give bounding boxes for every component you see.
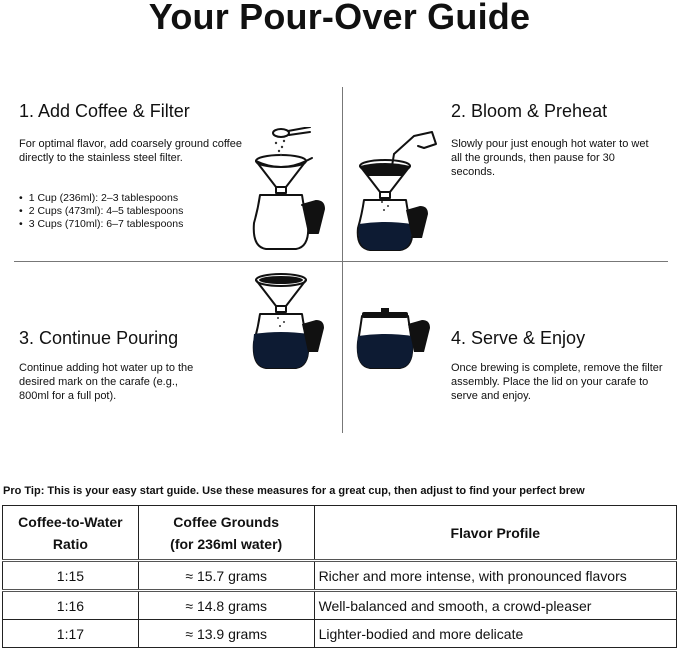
cell-ratio: 1:15 [3, 561, 139, 591]
cell-grounds: ≈ 14.8 grams [138, 591, 314, 620]
step-1-heading: 1. Add Coffee & Filter [19, 101, 190, 121]
carafe-lidded-icon [352, 306, 440, 370]
horizontal-divider [14, 261, 668, 262]
step-2-heading: 2. Bloom & Preheat [451, 101, 608, 121]
cell-ratio: 1:16 [3, 591, 139, 620]
list-item: • 1 Cup (236ml): 2–3 tablespoons [19, 192, 183, 205]
carafe-kettle-pour-icon [352, 130, 440, 252]
step-1-measures-list [19, 192, 183, 231]
table-header-row [3, 506, 677, 561]
list-item: • 3 Cups (710ml): 6–7 tablespoons [19, 218, 183, 231]
pro-tip: Pro Tip: This is your easy start guide. Use these measures for a great cup, then adjust to find your perfect brew [3, 485, 585, 497]
step-2-text: Slowly pour just enough hot water to wet all the grounds, then pause for 30 seconds. [451, 138, 649, 178]
header-flavor: Flavor Profile [314, 506, 676, 561]
step-4-heading: 4. Serve & Enjoy [451, 328, 586, 348]
cell-ratio: 1:17 [3, 620, 139, 648]
list-item: • 2 Cups (473ml): 4–5 tablespoons [19, 205, 183, 218]
cell-grounds: ≈ 13.9 grams [138, 620, 314, 648]
step-4-text: Once brewing is complete, remove the filter assembly. Place the lid on your carafe to serve and enjoy. [451, 362, 663, 402]
ratio-table [2, 505, 677, 648]
header-ratio: Coffee-to-Water Ratio [3, 506, 139, 561]
cell-grounds: ≈ 15.7 grams [138, 561, 314, 591]
step-1-text: For optimal flavor, add coarsely ground coffee directly to the stainless steel filter. [19, 138, 242, 164]
cell-flavor: Well-balanced and smooth, a crowd-pleaser [314, 591, 676, 620]
page-title: Your Pour-Over Guide [148, 0, 531, 37]
table-row [3, 620, 677, 648]
cell-flavor: Richer and more intense, with pronounced flavors [314, 561, 676, 591]
cell-flavor: Lighter-bodied and more delicate [314, 620, 676, 648]
step-3-text: Continue adding hot water up to the desired mark on the carafe (e.g., 800ml for a full pot). [19, 362, 194, 402]
carafe-full-brewing-icon [248, 268, 332, 370]
table-row [3, 561, 677, 591]
vertical-divider [342, 87, 343, 433]
carafe-filter-scoop-icon [248, 127, 332, 253]
header-grounds: Coffee Grounds (for 236ml water) [138, 506, 314, 561]
step-3-heading: 3. Continue Pouring [19, 328, 179, 348]
table-row [3, 591, 677, 620]
